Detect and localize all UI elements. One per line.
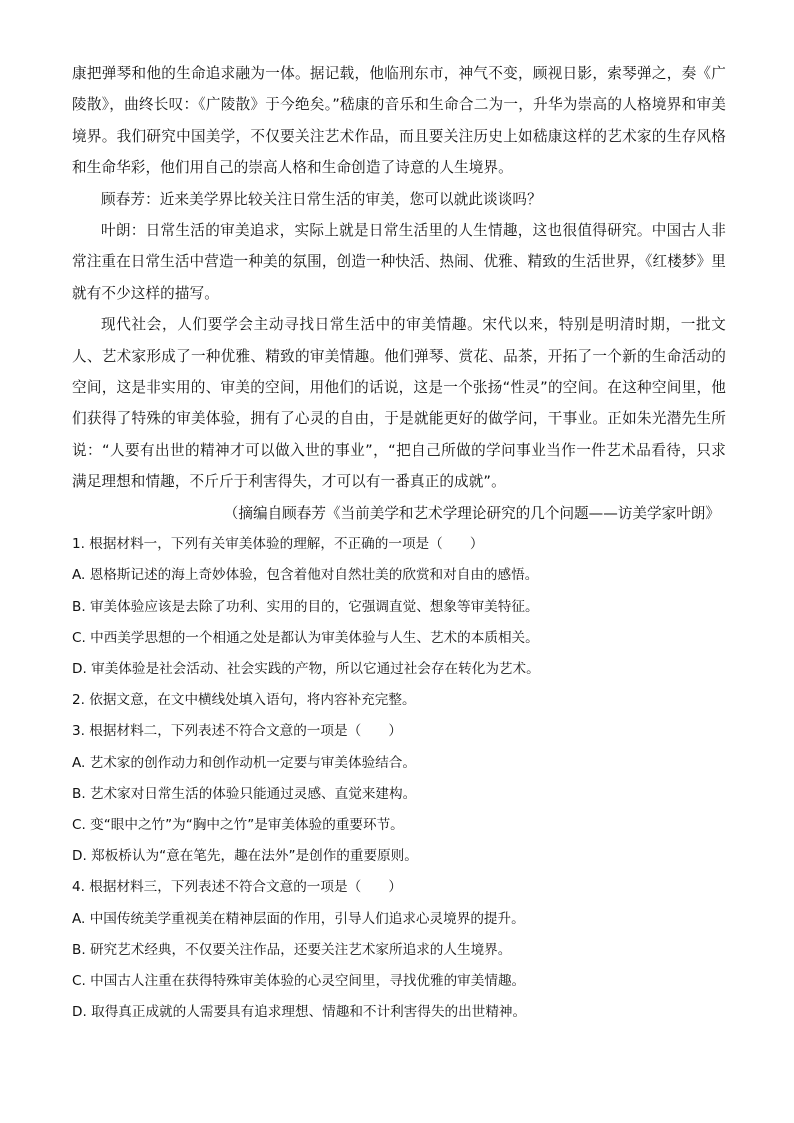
passage-paragraph-1: 康把弹琴和他的生命追求融为一体。据记载，他临刑东市，神气不变，顾视日影，索琴弹之，奏《广陵散》，曲终长叹：《广陵散》于今绝矣。”嵇康的音乐和生命合二为一，升华为崇高的人格境界和审美境界。我们研究中国美学，不仅要关注艺术作品，而且要关注历史上如嵇康这样的艺术家的生存风格和生命华彩，他们用自己的崇高人格和生命创造了诗意的人生境界。 <box>72 65 726 177</box>
passage-paragraph-3: 叶朗：日常生活的审美追求，实际上就是日常生活里的人生情趣，这也很值得研究。中国古人非常注重在日常生活中营造一种美的氛围，创造一种快活、热闹、优雅、精致的生活世界，《红楼梦》里就有不少这样的描写。 <box>72 222 726 302</box>
document-page <box>72 58 726 1028</box>
question-4-option-a: A. 中国传统美学重视美在精神层面的作用，引导人们追求心灵境界的提升。 <box>72 910 525 927</box>
question-2 <box>72 685 726 716</box>
question-1-option-b: B. 审美体验应该是去除了功利、实用的目的，它强调直觉、想象等审美特征。 <box>72 598 539 615</box>
question-1 <box>72 529 726 685</box>
question-2-stem: 2. 依据文意，在文中横线处填入语句，将内容补充完整。 <box>72 692 416 709</box>
question-3 <box>72 716 726 872</box>
question-3-option-d: D. 郑板桥认为“意在笔先，趣在法外”是创作的重要原则。 <box>72 848 418 865</box>
question-1-option-d: D. 审美体验是社会活动、社会实践的产物，所以它通过社会存在转化为艺术。 <box>72 660 540 677</box>
question-4-option-c: C. 中国古人注重在获得特殊审美体验的心灵空间里，寻找优雅的审美情趣。 <box>72 972 526 989</box>
question-3-option-b: B. 艺术家对日常生活的体验只能通过灵感、直觉来建构。 <box>72 785 417 802</box>
question-4-stem: 4. 根据材料三，下列表述不符合文意的一项是（ ） <box>72 879 402 896</box>
question-1-option-a: A. 恩格斯记述的海上奇妙体验，包含着他对自然壮美的欣赏和对自由的感悟。 <box>72 567 539 584</box>
question-4 <box>72 872 726 1028</box>
passage-source: （摘编自顾春芳《当前美学和艺术学理论研究的几个问题——访美学家叶朗》 <box>223 504 720 522</box>
question-1-option-c: C. 中西美学思想的一个相通之处是都认为审美体验与人生、艺术的本质相关。 <box>72 629 539 646</box>
question-1-stem: 1. 根据材料一，下列有关审美体验的理解，不正确的一项是（ ） <box>72 536 484 553</box>
question-4-option-d: D. 取得真正成就的人需要具有追求理想、情趣和不计利害得失的出世精神。 <box>72 1004 527 1021</box>
passage-paragraph-4: 现代社会，人们要学会主动寻找日常生活中的审美情趣。宋代以来，特别是明清时期，一批文人、艺术家形成了一种优雅、精致的审美情趣。他们弹琴、赏花、品茶，开拓了一个新的生命活动的空间，这是非实用的、审美的空间，用他们的话说，这是一个张扬“性灵”的空间。在这种空间里，他们获得了特殊的审美体验，拥有了心灵的自由，于是就能更好的做学问，干事业。正如朱光潜先生所说：“人要有出世的精神才可以做入世的事业”，“把自己所做的学问事业当作一件艺术品看待，只求满足理想和情趣，不斤斤于利害得失，才可以有一番真正的成就”。 <box>72 316 726 491</box>
question-3-stem: 3. 根据材料二，下列表述不符合文意的一项是（ ） <box>72 723 402 740</box>
question-3-option-c: C. 变“眼中之竹”为“胸中之竹”是审美体验的重要环节。 <box>72 816 404 833</box>
question-3-option-a: A. 艺术家的创作动力和创作动机一定要与审美体验结合。 <box>72 754 416 771</box>
passage-paragraph-2: 顾春芳：近来美学界比较关注日常生活的审美，您可以就此谈谈吗？ <box>101 190 542 208</box>
question-4-option-b: B. 研究艺术经典，不仅要关注作品，还要关注艺术家所追求的人生境界。 <box>72 941 512 958</box>
